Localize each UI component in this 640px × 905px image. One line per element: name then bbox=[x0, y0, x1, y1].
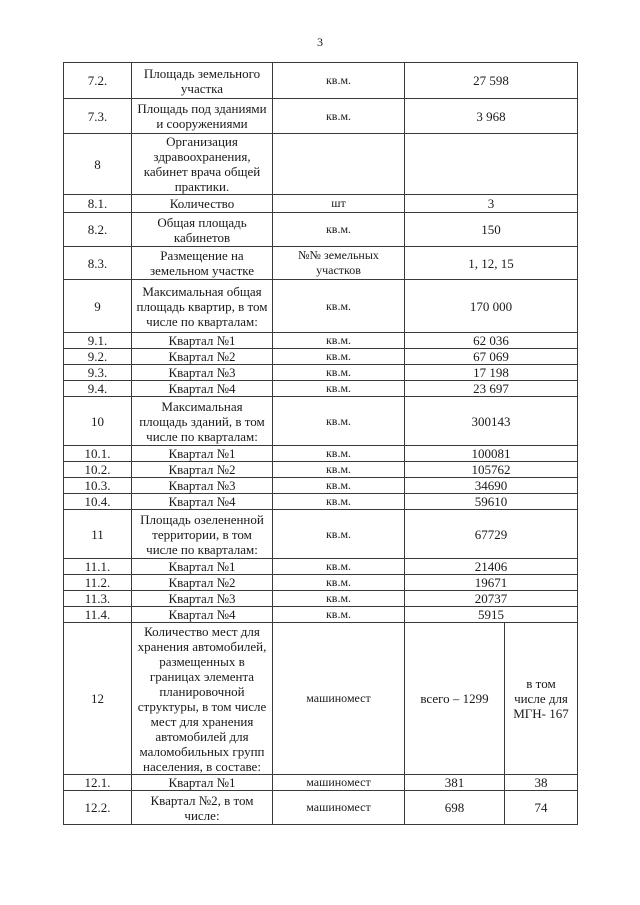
row-name: Площадь земельного участка bbox=[132, 63, 273, 99]
table-row bbox=[64, 349, 578, 365]
row-name: Общая площадь кабинетов bbox=[132, 213, 273, 247]
row-value: 300143 bbox=[405, 397, 578, 446]
row-value: 150 bbox=[405, 213, 578, 247]
indicators-table bbox=[63, 62, 578, 825]
row-unit: кв.м. bbox=[273, 63, 405, 99]
row-unit: машиномест bbox=[273, 791, 405, 825]
table-row bbox=[64, 462, 578, 478]
row-name: Организация здравоохранения, кабинет врача общей практики. bbox=[132, 134, 273, 195]
row-value: 170 000 bbox=[405, 280, 578, 333]
row-name: Квартал №3 bbox=[132, 591, 273, 607]
row-unit: кв.м. bbox=[273, 575, 405, 591]
row-number: 9.2. bbox=[64, 349, 132, 365]
row-unit: кв.м. bbox=[273, 494, 405, 510]
row-unit: кв.м. bbox=[273, 510, 405, 559]
row-number: 10.2. bbox=[64, 462, 132, 478]
table-row bbox=[64, 575, 578, 591]
row-unit: кв.м. bbox=[273, 99, 405, 134]
row-name: Квартал №2 bbox=[132, 462, 273, 478]
page-number: 3 bbox=[317, 35, 323, 49]
row-number: 11.2. bbox=[64, 575, 132, 591]
table-row bbox=[64, 63, 578, 99]
row-name: Квартал №3 bbox=[132, 478, 273, 494]
row-name: Квартал №1 bbox=[132, 446, 273, 462]
row-value: 34690 bbox=[405, 478, 578, 494]
row-number: 11 bbox=[64, 510, 132, 559]
row-value: 100081 bbox=[405, 446, 578, 462]
row-unit: кв.м. bbox=[273, 397, 405, 446]
row-name: Площадь под зданиями и сооружениями bbox=[132, 99, 273, 134]
row-name: Квартал №1 bbox=[132, 775, 273, 791]
row-value: 59610 bbox=[405, 494, 578, 510]
table-row bbox=[64, 99, 578, 134]
row-unit bbox=[273, 134, 405, 195]
row-number: 12 bbox=[64, 623, 132, 775]
row-name: Квартал №1 bbox=[132, 559, 273, 575]
table-row bbox=[64, 381, 578, 397]
row-value: 3 bbox=[405, 195, 578, 213]
row-value: 27 598 bbox=[405, 63, 578, 99]
table-row bbox=[64, 333, 578, 349]
row-unit: кв.м. bbox=[273, 446, 405, 462]
row-value: всего – 1299 bbox=[405, 623, 505, 775]
row-number: 9.3. bbox=[64, 365, 132, 381]
row-name: Максимальная общая площадь квартир, в том числе по кварталам: bbox=[132, 280, 273, 333]
row-name: Квартал №4 bbox=[132, 607, 273, 623]
row-unit: кв.м. bbox=[273, 462, 405, 478]
row-value-extra: 38 bbox=[505, 775, 578, 791]
row-name: Площадь озелененной территории, в том числе по кварталам: bbox=[132, 510, 273, 559]
row-number: 11.1. bbox=[64, 559, 132, 575]
row-value: 67 069 bbox=[405, 349, 578, 365]
row-value: 5915 bbox=[405, 607, 578, 623]
row-unit: кв.м. bbox=[273, 280, 405, 333]
row-number: 12.2. bbox=[64, 791, 132, 825]
table-row bbox=[64, 510, 578, 559]
row-number: 11.3. bbox=[64, 591, 132, 607]
row-number: 10.3. bbox=[64, 478, 132, 494]
table-row bbox=[64, 213, 578, 247]
row-number: 7.2. bbox=[64, 63, 132, 99]
row-value: 3 968 bbox=[405, 99, 578, 134]
table-row bbox=[64, 775, 578, 791]
row-value-extra: 74 bbox=[505, 791, 578, 825]
row-number: 12.1. bbox=[64, 775, 132, 791]
row-unit: машиномест bbox=[273, 623, 405, 775]
row-number: 9 bbox=[64, 280, 132, 333]
row-name: Квартал №2 bbox=[132, 575, 273, 591]
row-number: 8.2. bbox=[64, 213, 132, 247]
row-name: Квартал №3 bbox=[132, 365, 273, 381]
row-name: Квартал №4 bbox=[132, 494, 273, 510]
table-row bbox=[64, 559, 578, 575]
row-number: 10 bbox=[64, 397, 132, 446]
table-row bbox=[64, 247, 578, 280]
row-name: Квартал №4 bbox=[132, 381, 273, 397]
row-unit: кв.м. bbox=[273, 365, 405, 381]
table-row bbox=[64, 623, 578, 775]
table-row bbox=[64, 494, 578, 510]
table-row bbox=[64, 280, 578, 333]
table-row bbox=[64, 591, 578, 607]
row-unit: кв.м. bbox=[273, 349, 405, 365]
row-value: 698 bbox=[405, 791, 505, 825]
row-value: 19671 bbox=[405, 575, 578, 591]
row-value: 20737 bbox=[405, 591, 578, 607]
row-unit: кв.м. bbox=[273, 333, 405, 349]
table-row bbox=[64, 365, 578, 381]
row-number: 8.1. bbox=[64, 195, 132, 213]
row-name: Квартал №1 bbox=[132, 333, 273, 349]
row-value bbox=[405, 134, 578, 195]
row-number: 10.4. bbox=[64, 494, 132, 510]
row-unit: кв.м. bbox=[273, 478, 405, 494]
row-value: 17 198 bbox=[405, 365, 578, 381]
table-row bbox=[64, 134, 578, 195]
row-value: 23 697 bbox=[405, 381, 578, 397]
row-name: Квартал №2 bbox=[132, 349, 273, 365]
row-name: Количество мест для хранения автомобилей, размещенных в границах элемента планировочной структуры, в том числе мест для хранения автомобилей для маломобильных групп населения, в составе: bbox=[132, 623, 273, 775]
row-number: 7.3. bbox=[64, 99, 132, 134]
table-row bbox=[64, 446, 578, 462]
row-unit: №№ земельных участков bbox=[273, 247, 405, 280]
row-unit: кв.м. bbox=[273, 559, 405, 575]
row-number: 8 bbox=[64, 134, 132, 195]
row-name: Количество bbox=[132, 195, 273, 213]
row-unit: кв.м. bbox=[273, 213, 405, 247]
row-name: Квартал №2, в том числе: bbox=[132, 791, 273, 825]
row-unit: кв.м. bbox=[273, 381, 405, 397]
row-value: 381 bbox=[405, 775, 505, 791]
row-number: 9.1. bbox=[64, 333, 132, 349]
row-value: 105762 bbox=[405, 462, 578, 478]
table-row bbox=[64, 195, 578, 213]
row-unit: кв.м. bbox=[273, 607, 405, 623]
row-name: Максимальная площадь зданий, в том числе по кварталам: bbox=[132, 397, 273, 446]
row-value: 1, 12, 15 bbox=[405, 247, 578, 280]
table-row bbox=[64, 791, 578, 825]
row-value: 21406 bbox=[405, 559, 578, 575]
row-name: Размещение на земельном участке bbox=[132, 247, 273, 280]
row-unit: машиномест bbox=[273, 775, 405, 791]
row-unit: шт bbox=[273, 195, 405, 213]
row-value: 62 036 bbox=[405, 333, 578, 349]
row-number: 11.4. bbox=[64, 607, 132, 623]
row-number: 9.4. bbox=[64, 381, 132, 397]
row-value: 67729 bbox=[405, 510, 578, 559]
row-unit: кв.м. bbox=[273, 591, 405, 607]
table-row bbox=[64, 478, 578, 494]
row-number: 10.1. bbox=[64, 446, 132, 462]
row-value-extra: в том числе для МГН- 167 bbox=[505, 623, 578, 775]
table-row bbox=[64, 607, 578, 623]
row-number: 8.3. bbox=[64, 247, 132, 280]
table-row bbox=[64, 397, 578, 446]
